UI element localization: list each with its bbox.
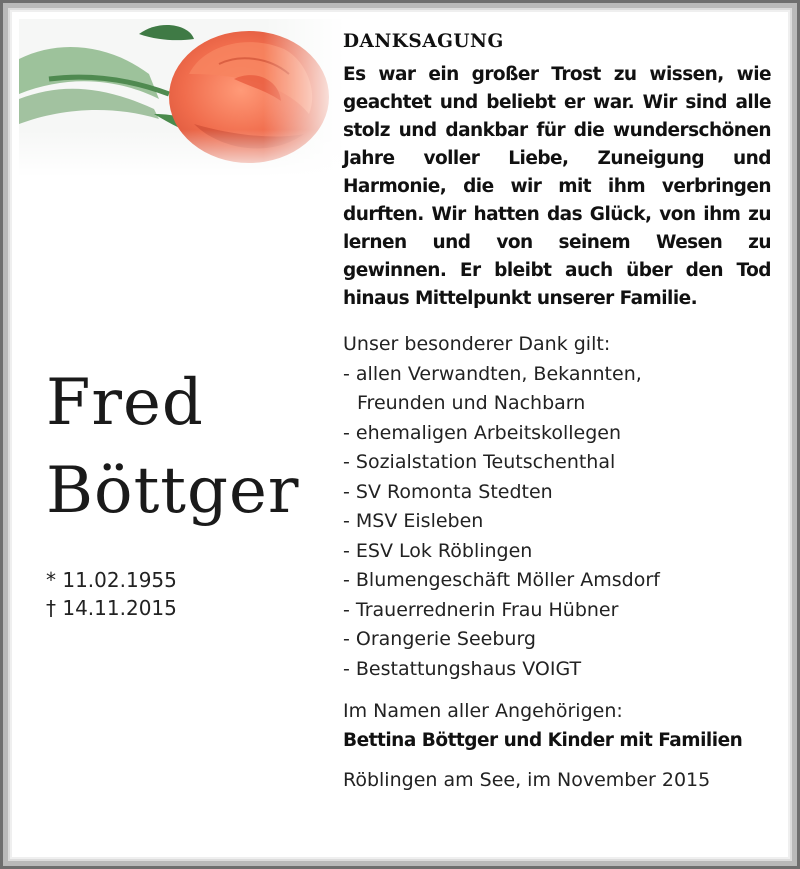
list-item: - Sozialstation Teutschenthal: [343, 451, 616, 473]
list-item: - ESV Lok Röblingen: [343, 539, 533, 562]
last-name: Böttger: [46, 454, 300, 528]
list-item: - allen Verwandten, Bekannten, Freunden und Nachbarn: [343, 362, 642, 414]
place-and-date: Röblingen am See, im November 2015: [343, 769, 711, 791]
rose-image: [19, 19, 345, 177]
list-item: - ehemaligen Arbeitskollegen: [343, 421, 622, 444]
notice-heading: DANKSAGUNG: [343, 31, 504, 52]
on-behalf-line: Im Namen aller Angehörigen:: [343, 700, 623, 722]
birth-date: * 11.02.1955: [46, 568, 177, 592]
list-item: - Orangerie Seeburg: [343, 628, 536, 650]
list-item: - Bestattungshaus VOIGT: [343, 657, 582, 680]
tribute-paragraph: Es war ein großer Trost zu wissen, wie geachtet und beliebt er war. Wir sind alle stolz und dankbar für die wunderschönen Jahre voller Liebe, Zuneigung und Harmonie, die wir mit ihm verbringen durften. Wir hatten das Glück, von ihm zu lernen und von seinem Wesen zu gewinnen. Er bleibt auch über den Tod hinaus Mittelpunkt unserer Familie.: [343, 64, 771, 309]
thanks-list: [343, 360, 771, 685]
death-date: † 14.11.2015: [46, 596, 177, 620]
family-signature: Bettina Böttger und Kinder mit Familien: [343, 730, 743, 751]
notice-text-column: [343, 31, 771, 795]
list-item: - Trauerrednerin Frau Hübner: [343, 598, 619, 621]
first-name: Fred: [46, 366, 204, 440]
thanks-intro: Unser besonderer Dank gilt:: [343, 333, 611, 355]
list-item: - SV Romonta Stedten: [343, 480, 553, 503]
life-dates: [46, 566, 177, 622]
deceased-name-block: [46, 359, 336, 535]
list-item: - MSV Eisleben: [343, 510, 484, 532]
list-item: - Blumengeschäft Möller Amsdorf: [343, 569, 660, 591]
